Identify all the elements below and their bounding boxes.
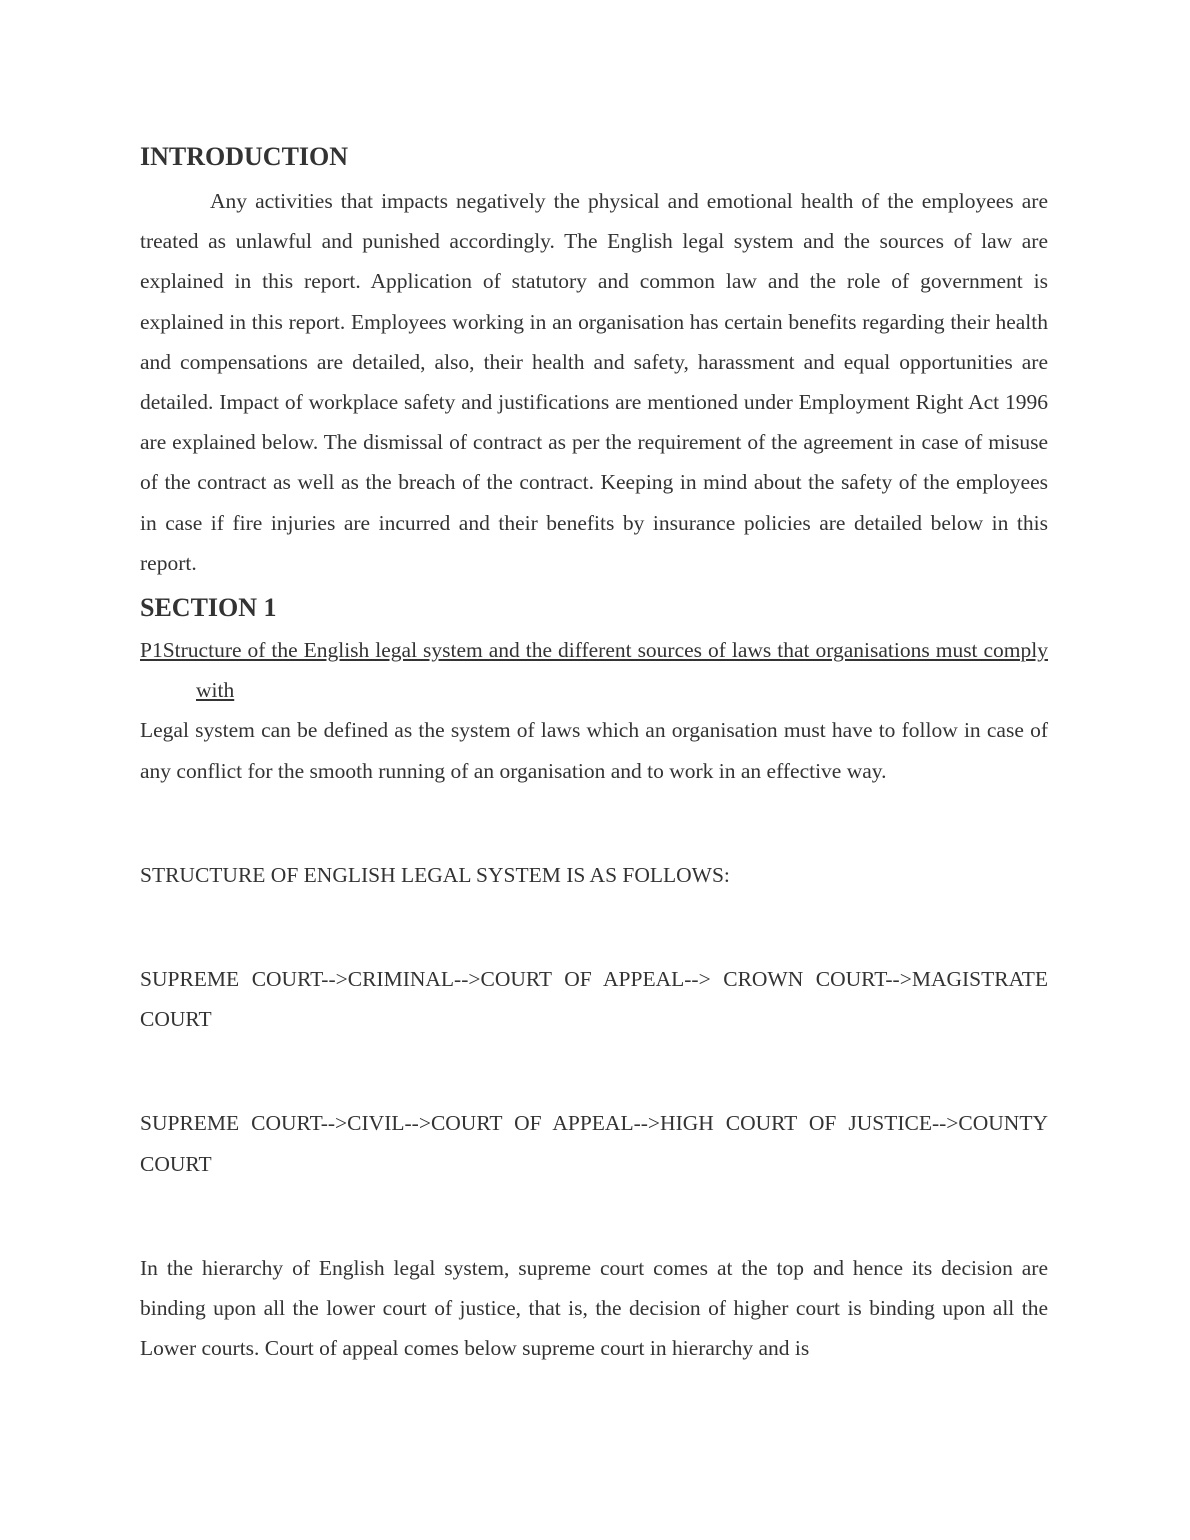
criminal-court-hierarchy: SUPREME COURT-->CRIMINAL-->COURT OF APPEAL--> CROWN COURT-->MAGISTRATE COURT	[140, 967, 1048, 1032]
legal-system-paragraph: Legal system can be defined as the system of laws which an organisation must have to follow in case of any conflict for the smooth running of an organisation and to work in an effective way.	[140, 718, 1048, 783]
p1-subheading: P1Structure of the English legal system and the different sources of laws that organisations must comply with	[140, 638, 1048, 703]
introduction-heading: INTRODUCTION	[140, 142, 349, 171]
structure-heading: STRUCTURE OF ENGLISH LEGAL SYSTEM IS AS FOLLOWS:	[140, 862, 730, 887]
hierarchy-paragraph: In the hierarchy of English legal system, supreme court comes at the top and hence its decision are binding upon all the lower court of justice, that is, the decision of higher court is binding upon all the Lower courts. Court of appeal comes below supreme court in hierarchy and is	[140, 1255, 1048, 1361]
section-1-heading: SECTION 1	[140, 593, 277, 623]
document-body	[140, 140, 1048, 1368]
civil-court-hierarchy: SUPREME COURT-->CIVIL-->COURT OF APPEAL-->HIGH COURT OF JUSTICE-->COUNTY COURT	[140, 1111, 1048, 1176]
introduction-paragraph: Any activities that impacts negatively the physical and emotional health of the employees are treated as unlawful and punished accordingly. The English legal system and the sources of law are explained in this report. Application of statutory and common law and the role of government is explained in this report. Employees working in an organisation has certain benefits regarding their health and compensations are detailed, also, their health and safety, harassment and equal opportunities are detailed. Impact of workplace safety and justifications are mentioned under Employment Right Act 1996 are explained below. The dismissal of contract as per the requirement of the agreement in case of misuse of the contract as well as the breach of the contract. Keeping in mind about the safety of the employees in case if fire injuries are incurred and their benefits by insurance policies are detailed below in this report.	[140, 189, 1048, 575]
